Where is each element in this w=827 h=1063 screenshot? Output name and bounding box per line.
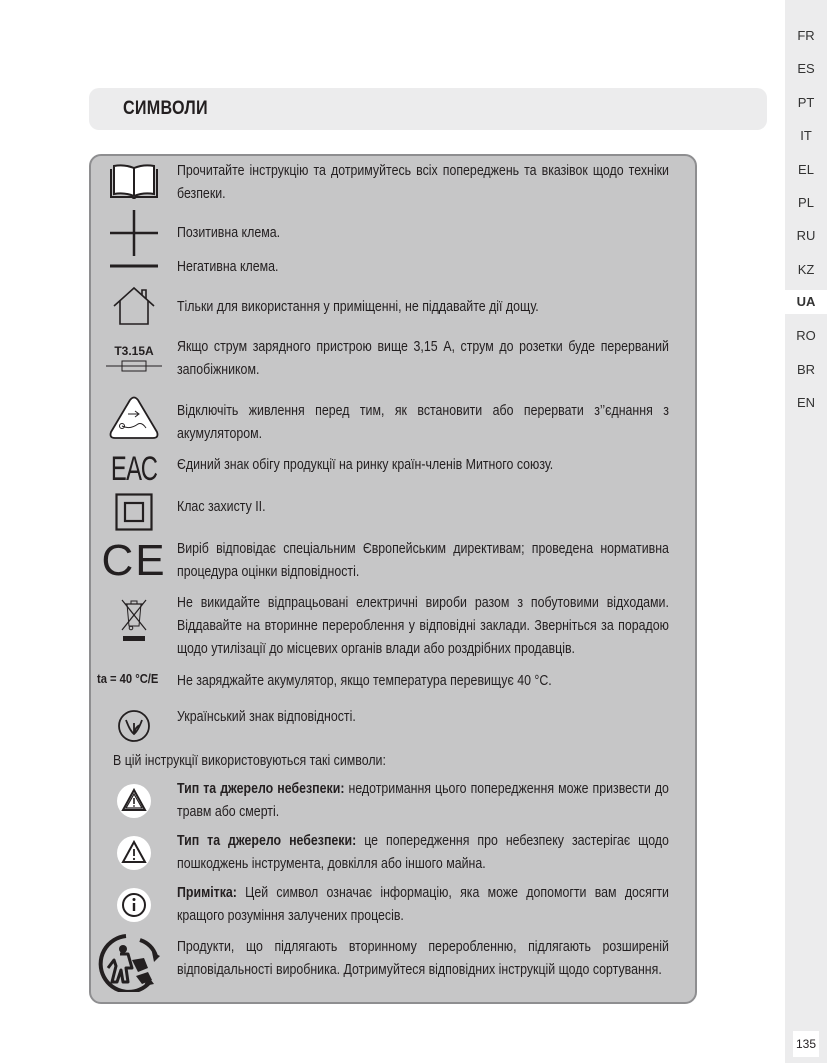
info-icon	[99, 886, 169, 924]
disconnect-warning-icon	[99, 396, 169, 440]
section-title-bar	[89, 88, 767, 130]
lang-tab-es[interactable]: ES	[797, 61, 815, 76]
lang-tab-ro[interactable]: RO	[796, 328, 816, 343]
note-label: Тип та джерело небезпеки:	[177, 781, 345, 797]
class-ii-icon	[99, 492, 169, 532]
lang-tab-en[interactable]: EN	[796, 395, 816, 410]
note-text: це попередження про небезпеку застерігає щодо пошкоджень інструмента, довкілля або іншого майна.	[177, 833, 669, 872]
symbols-panel	[89, 154, 697, 1004]
ce-label: CE	[101, 536, 167, 585]
plus-icon	[99, 210, 169, 256]
symbol-description: Клас захисту II.	[177, 499, 266, 515]
language-sidebar	[785, 0, 827, 1063]
lang-tab-it[interactable]: IT	[800, 128, 812, 143]
lang-tab-ua-active[interactable]: UA	[785, 290, 827, 314]
note-text: Продукти, що підлягають вторинному переробленню, підлягають розширеній відповідальності виробника. Дотримуйтеся відповідних інструкцій щодо сортування.	[177, 939, 669, 978]
symbol-description: Негативна клема.	[177, 259, 279, 275]
note-label: Тип та джерело небезпеки:	[177, 833, 357, 849]
lang-tab-ru[interactable]: RU	[796, 228, 816, 243]
note-description	[177, 882, 669, 928]
lang-tab-pt[interactable]: PT	[797, 95, 815, 110]
weee-icon	[99, 596, 169, 644]
symbol-description: Якщо струм зарядного пристрою вище 3,15 А, струм до розетки буде перерваний запобіжником.	[177, 339, 669, 378]
symbol-description: Український знак відповідності.	[177, 709, 356, 725]
temperature-icon	[97, 666, 177, 690]
symbol-description: Відключіть живлення перед тим, як встановити або перервати з’’єднання з акумулятором.	[177, 403, 669, 442]
symbol-description: Виріб відповідає спеціальним Європейським директивам; проведена нормативна процедура оцінки відповідності.	[177, 541, 669, 580]
symbol-description: Прочитайте інструкцію та дотримуйтесь всіх попереджень та вказівок щодо техніки безпеки.	[177, 163, 669, 202]
notes-intro: В цій інструкції використовуються такі символи:	[113, 753, 386, 769]
note-label: Примітка:	[177, 885, 237, 901]
ce-icon	[99, 538, 169, 584]
minus-icon	[99, 258, 169, 274]
triman-icon	[93, 930, 169, 994]
note-description	[177, 936, 669, 982]
note-description	[177, 830, 669, 876]
danger-icon	[99, 782, 169, 820]
ua-conformity-icon	[99, 708, 169, 744]
book-icon	[99, 162, 169, 202]
lang-tab-pl[interactable]: PL	[798, 195, 814, 210]
lang-tab-kz[interactable]: KZ	[797, 262, 815, 277]
fuse-icon	[99, 340, 169, 378]
lang-tab-el[interactable]: EL	[798, 162, 814, 177]
note-text: недотримання цього попередження може призвести до травм або смерті.	[177, 781, 669, 820]
lang-tab-br[interactable]: BR	[796, 362, 816, 377]
house-icon	[99, 286, 169, 326]
fuse-label: T3.15A	[114, 344, 154, 358]
note-description	[177, 778, 669, 824]
symbol-description: Єдиний знак обігу продукції на ринку країн-членів Митного союзу.	[177, 457, 554, 473]
symbol-description: Не заряджайте акумулятор, якщо температура перевищує 40 °C.	[177, 673, 552, 689]
lang-tab-fr[interactable]: FR	[797, 28, 815, 43]
symbol-description: Позитивна клема.	[177, 225, 281, 241]
symbol-description: Не викидайте відпрацьовані електричні вироби разом з побутовими відходами. Віддавайте на вторинне перероблення у відповідні заклади. Зверніться за порадою щодо утилізації до місцевих органів влади або роздрібних продавців.	[177, 595, 669, 657]
temperature-label: ta = 40 °C/E	[97, 670, 159, 686]
eac-label: ЕАС	[110, 450, 158, 488]
caution-icon	[99, 834, 169, 872]
symbol-description: Тільки для використання у приміщенні, не піддавайте дії дощу.	[177, 299, 539, 315]
page-title: СИМВОЛИ	[123, 98, 208, 119]
page-number: 135	[793, 1031, 819, 1057]
note-text: Цей символ означає інформацію, яка може допомогти вам досягти кращого розуміння залучених процесів.	[177, 885, 669, 924]
eac-icon	[99, 452, 169, 486]
